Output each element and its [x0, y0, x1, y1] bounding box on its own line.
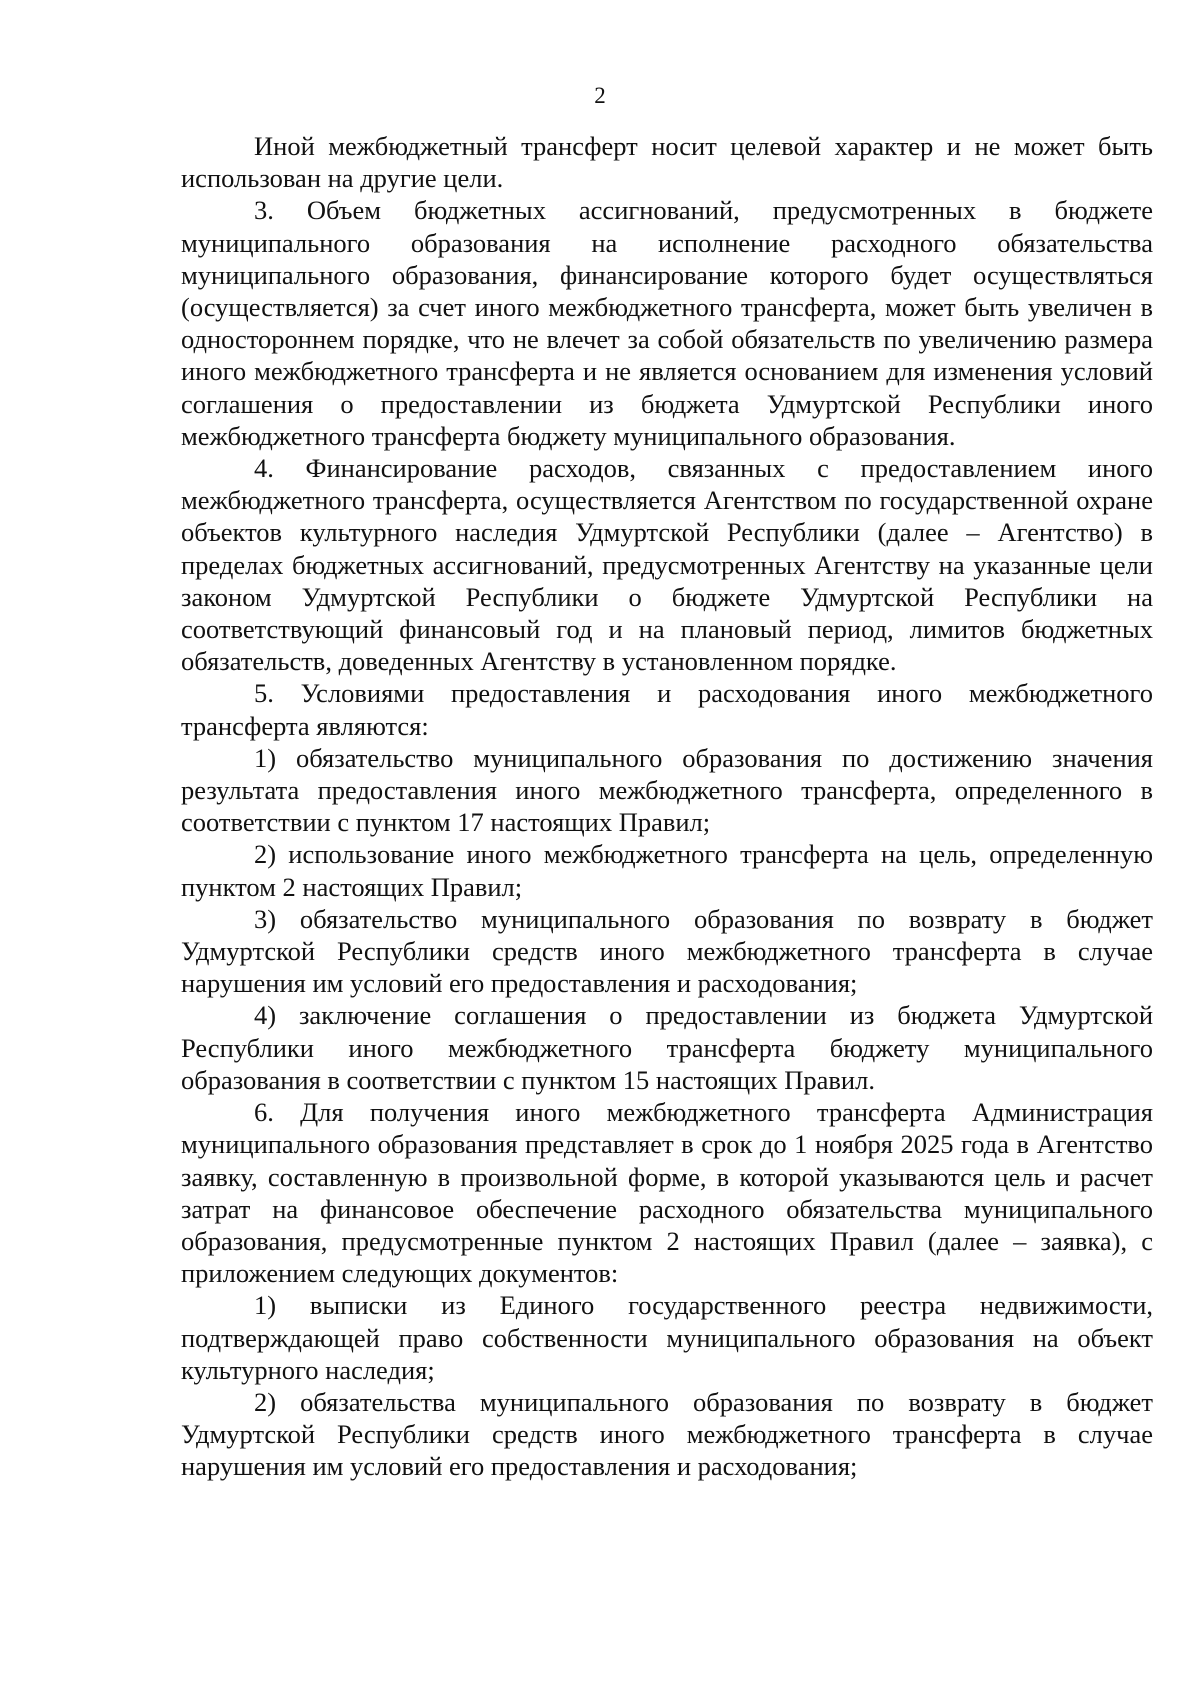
document-body — [181, 130, 1153, 1483]
condition-item-3: 3) обязательство муниципального образования по возврату в бюджет Удмуртской Республики средств иного межбюджетного трансферта в случае нарушения им условий его предоставления и расходования; — [181, 903, 1153, 999]
paragraph-target-use: Иной межбюджетный трансферт носит целевой характер и не может быть использован на другие цели. — [181, 131, 1153, 194]
condition-item-1: 1) обязательство муниципального образования по достижению значения результата предоставления иного межбюджетного трансферта, определенного в соответствии с пунктом 17 настоящих Правил; — [181, 742, 1153, 838]
condition-item-2: 2) использование иного межбюджетного трансферта на цель, определенную пунктом 2 настоящих Правил; — [181, 839, 1153, 902]
page-number: 2 — [594, 83, 606, 108]
condition-item-4: 4) заключение соглашения о предоставлении из бюджета Удмуртской Республики иного межбюджетного трансферта бюджету муниципального образования в соответствии с пунктом 15 настоящих Правил. — [181, 1000, 1153, 1095]
paragraph-5-conditions: 5. Условиями предоставления и расходования иного межбюджетного трансферта являются: — [181, 678, 1153, 741]
paragraph-6-application: 6. Для получения иного межбюджетного трансферта Администрация муниципального образования представляет в срок до 1 ноября 2025 года в Агентство заявку, составленную в произвольной форме, в которой указываются цель и расчет затрат на финансовое обеспечение расходного обязательства муниципального образования, предусмотренные пунктом 2 настоящих Правил (далее – заявка), с приложением следующих документов: — [181, 1097, 1153, 1289]
paragraph-3-budget-allocations: 3. Объем бюджетных ассигнований, предусмотренных в бюджете муниципального образования на исполнение расходного обязательства муниципального образования, финансирование которого будет осуществляться (осуществляется) за счет иного межбюджетного трансферта, может быть увеличен в одностороннем порядке, что не влечет за собой обязательств по увеличению размера иного межбюджетного трансферта и не является основанием для изменения условий соглашения о предоставлении из бюджета Удмуртской Республики иного межбюджетного трансферта бюджету муниципального образования. — [181, 195, 1153, 451]
document-item-2: 2) обязательства муниципального образования по возврату в бюджет Удмуртской Республики средств иного межбюджетного трансферта в случае нарушения им условий его предоставления и расходования; — [181, 1386, 1153, 1482]
document-item-1: 1) выписки из Единого государственного реестра недвижимости, подтверждающей право собственности муниципального образования на объект культурного наследия; — [181, 1290, 1153, 1385]
paragraph-4-financing: 4. Финансирование расходов, связанных с предоставлением иного межбюджетного трансферта, осуществляется Агентством по государственной охране объектов культурного наследия Удмуртской Республики (далее – Агентство) в пределах бюджетных ассигнований, предусмотренных Агентству на указанные цели законом Удмуртской Республики о бюджете Удмуртской Республики на соответствующий финансовый год и на плановый период, лимитов бюджетных обязательств, доведенных Агентству в установленном порядке. — [181, 453, 1153, 677]
